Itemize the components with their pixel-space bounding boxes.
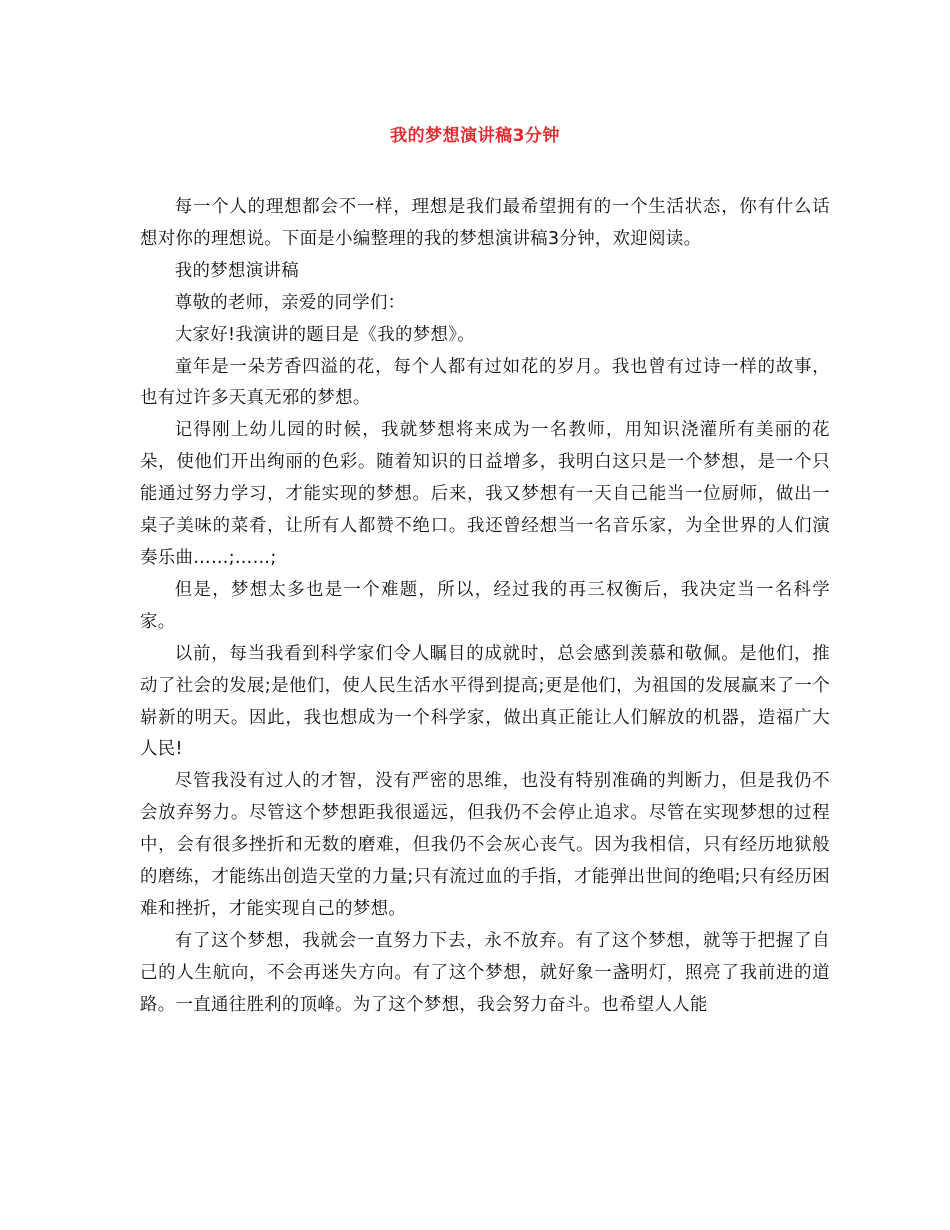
paragraph: 有了这个梦想，我就会一直努力下去，永不放弃。有了这个梦想，就等于把握了自己的人生航向，不会再迷失方向。有了这个梦想，就好象一盏明灯，照亮了我前进的道路。一直通往胜利的顶峰。为了这个梦想，我会努力奋斗。也希望人人能 [140, 930, 830, 1015]
paragraph: 记得刚上幼儿园的时候，我就梦想将来成为一名教师，用知识浇灌所有美丽的花朵，使他们开出绚丽的色彩。随着知识的日益增多，我明白这只是一个梦想，是一个只能通过努力学习，才能实现的梦想。后来，我又梦想有一天自己能当一位厨师，做出一桌子美味的菜肴，让所有人都赞不绝口。我还曾经想当一名音乐家，为全世界的人们演奏乐曲……;……; [140, 420, 830, 568]
page-title: 我的梦想演讲稿3分钟 [390, 126, 560, 146]
paragraph: 但是，梦想太多也是一个难题，所以，经过我的再三权衡后，我决定当一名科学家。 [140, 579, 830, 632]
paragraph-intro: 每一个人的理想都会不一样，理想是我们最希望拥有的一个生活状态，你有什么话想对你的理想说。下面是小编整理的我的梦想演讲稿3分钟，欢迎阅读。 [140, 197, 830, 249]
paragraph-opening: 大家好!我演讲的题目是《我的梦想》。 [174, 324, 476, 345]
paragraph: 以前，每当我看到科学家们令人瞩目的成就时，总会感到羡慕和敬佩。是他们，推动了社会的发展;是他们，使人民生活水平得到提高;更是他们，为祖国的发展赢来了一个崭新的明天。因此，我也想成为一个科学家，做出真正能让人们解放的机器，造福广大人民! [140, 643, 830, 760]
document-body [140, 192, 830, 1022]
paragraph-subtitle: 我的梦想演讲稿 [174, 260, 299, 281]
paragraph-greeting: 尊敬的老师，亲爱的同学们： [174, 292, 406, 313]
paragraph: 尽管我没有过人的才智，没有严密的思维，也没有特别准确的判断力，但是我仍不会放弃努力。尽管这个梦想距我很遥远，但我仍不会停止追求。尽管在实现梦想的过程中，会有很多挫折和无数的磨难，但我仍不会灰心丧气。因为我相信，只有经历地狱般的磨练，才能练出创造天堂的力量;只有流过血的手指，才能弹出世间的绝唱;只有经历困难和挫折，才能实现自己的梦想。 [140, 771, 830, 919]
paragraph: 童年是一朵芳香四溢的花，每个人都有过如花的岁月。我也曾有过诗一样的故事，也有过许多天真无邪的梦想。 [140, 356, 830, 409]
